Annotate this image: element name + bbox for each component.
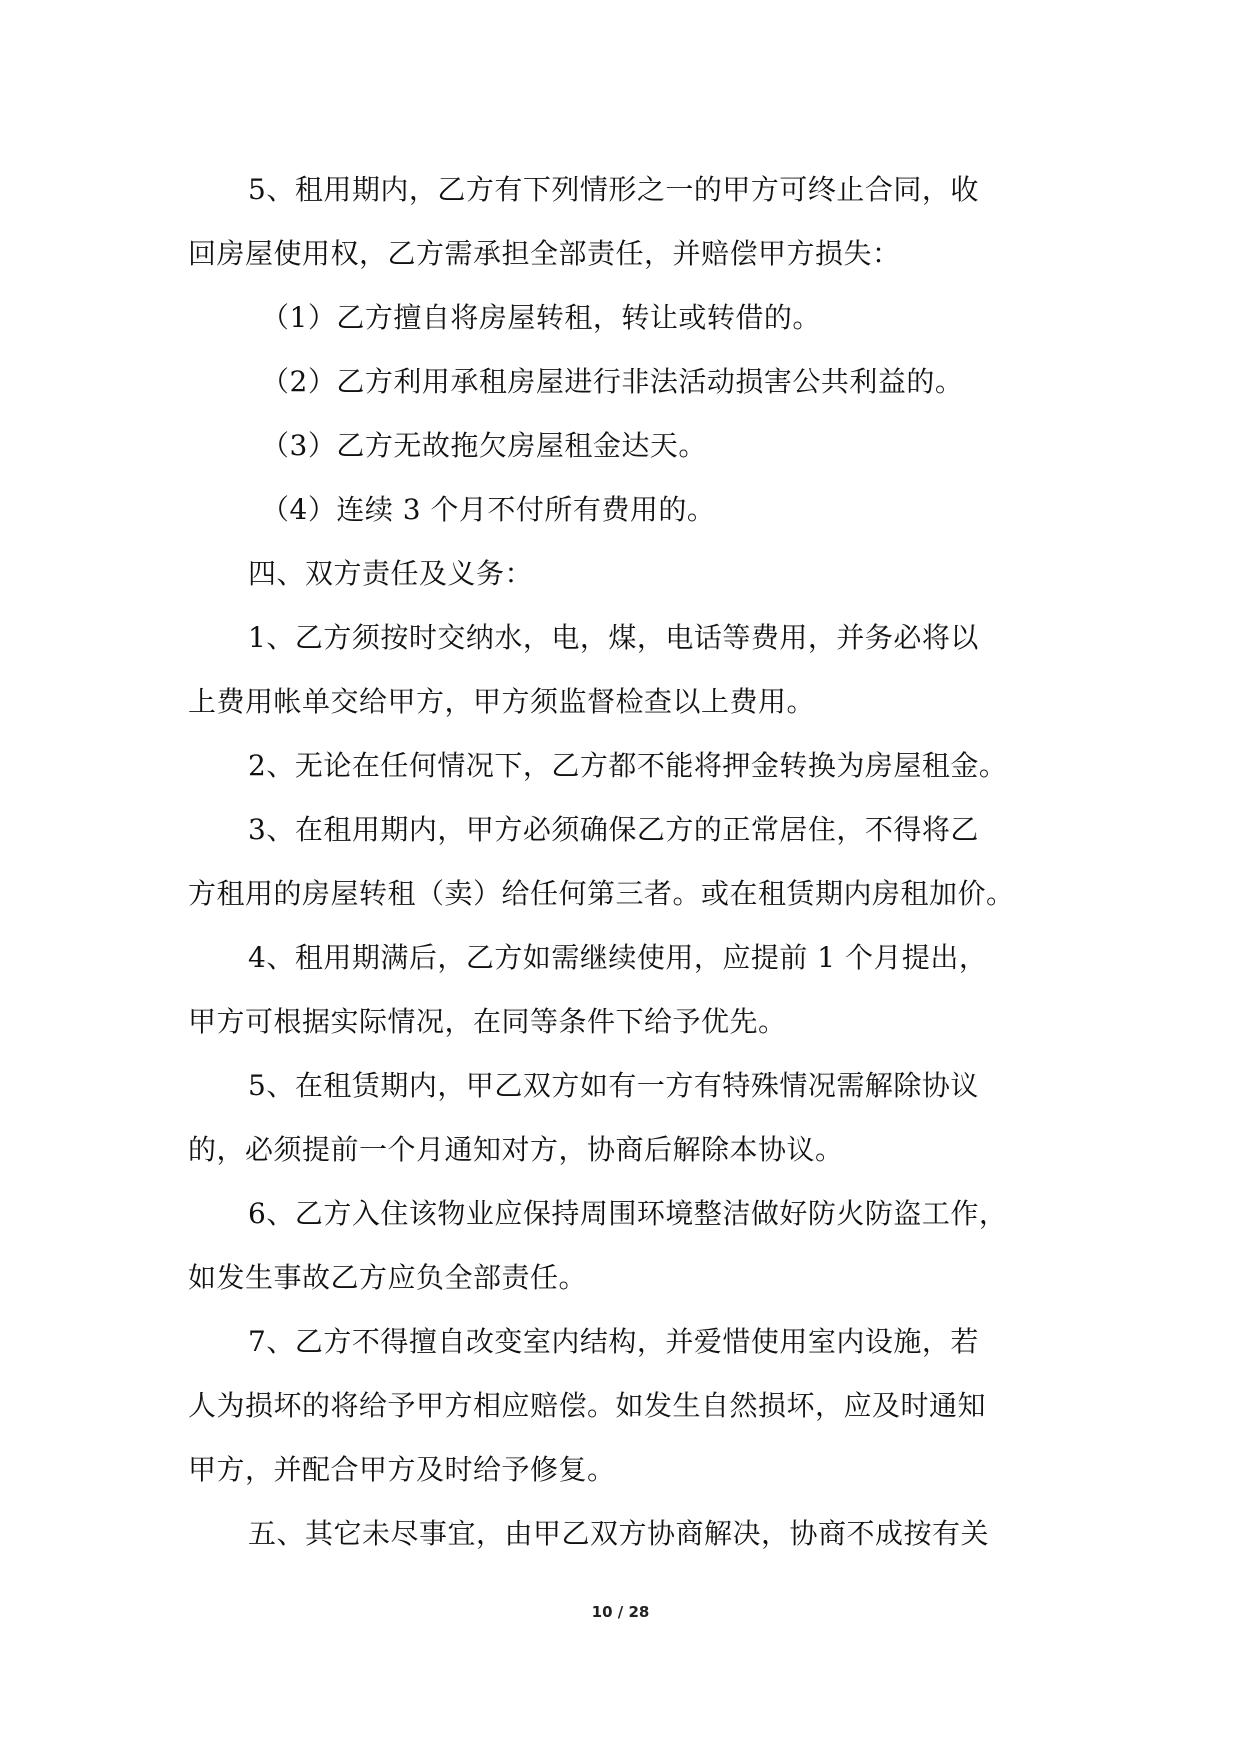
item-2-line: （2）乙方利用承租房屋进行非法活动损害公共利益的。 <box>261 365 964 398</box>
duty-4-line-2: 甲方可根据实际情况，在同等条件下给予优先。 <box>188 1005 787 1038</box>
duty-5-line-2: 的，必须提前一个月通知对方，协商后解除本协议。 <box>188 1133 844 1166</box>
duty-6-line-2: 如发生事故乙方应负全部责任。 <box>188 1261 588 1294</box>
clause-5-line-1: 5、租用期内，乙方有下列情形之一的甲方可终止合同，收 <box>248 173 979 206</box>
document-body <box>188 158 1068 1566</box>
duty-6-line-1: 6、乙方入住该物业应保持周围环境整洁做好防火防盗工作， <box>248 1197 1008 1230</box>
duty-1-line-2: 上费用帐单交给甲方，甲方须监督检查以上费用。 <box>188 685 816 718</box>
section-5-line-1: 五、其它未尽事宜，由甲乙双方协商解决，协商不成按有关 <box>248 1517 990 1550</box>
duty-7-line-3: 甲方，并配合甲方及时给予修复。 <box>188 1453 616 1486</box>
duty-3-line-2: 方租用的房屋转租（卖）给任何第三者。或在租赁期内房租加价。 <box>188 877 1015 910</box>
clause-5-line-2: 回房屋使用权，乙方需承担全部责任，并赔偿甲方损失： <box>188 237 901 270</box>
duty-4-line-1: 4、租用期满后，乙方如需继续使用，应提前 1 个月提出， <box>248 941 988 974</box>
duty-7-line-2: 人为损坏的将给予甲方相应赔偿。如发生自然损坏，应及时通知 <box>188 1389 987 1422</box>
item-3-line: （3）乙方无故拖欠房屋租金达天。 <box>261 429 707 462</box>
section-4-heading: 四、双方责任及义务： <box>248 557 534 590</box>
duty-7-line-1: 7、乙方不得擅自改变室内结构，并爱惜使用室内设施，若 <box>248 1325 979 1358</box>
duty-5-line-1: 5、在租赁期内，甲乙双方如有一方有特殊情况需解除协议 <box>248 1069 979 1102</box>
duty-2-line: 2、无论在任何情况下，乙方都不能将押金转换为房屋租金。 <box>248 749 1008 782</box>
item-4-line: （4）连续 3 个月不付所有费用的。 <box>261 493 716 526</box>
item-1-line: （1）乙方擅自将房屋转租，转让或转借的。 <box>261 301 821 334</box>
page-number: 10 / 28 <box>591 1603 650 1621</box>
duty-3-line-1: 3、在租用期内，甲方必须确保乙方的正常居住，不得将乙 <box>248 813 979 846</box>
duty-1-line-1: 1、乙方须按时交纳水，电，煤，电话等费用，并务必将以 <box>248 621 979 654</box>
